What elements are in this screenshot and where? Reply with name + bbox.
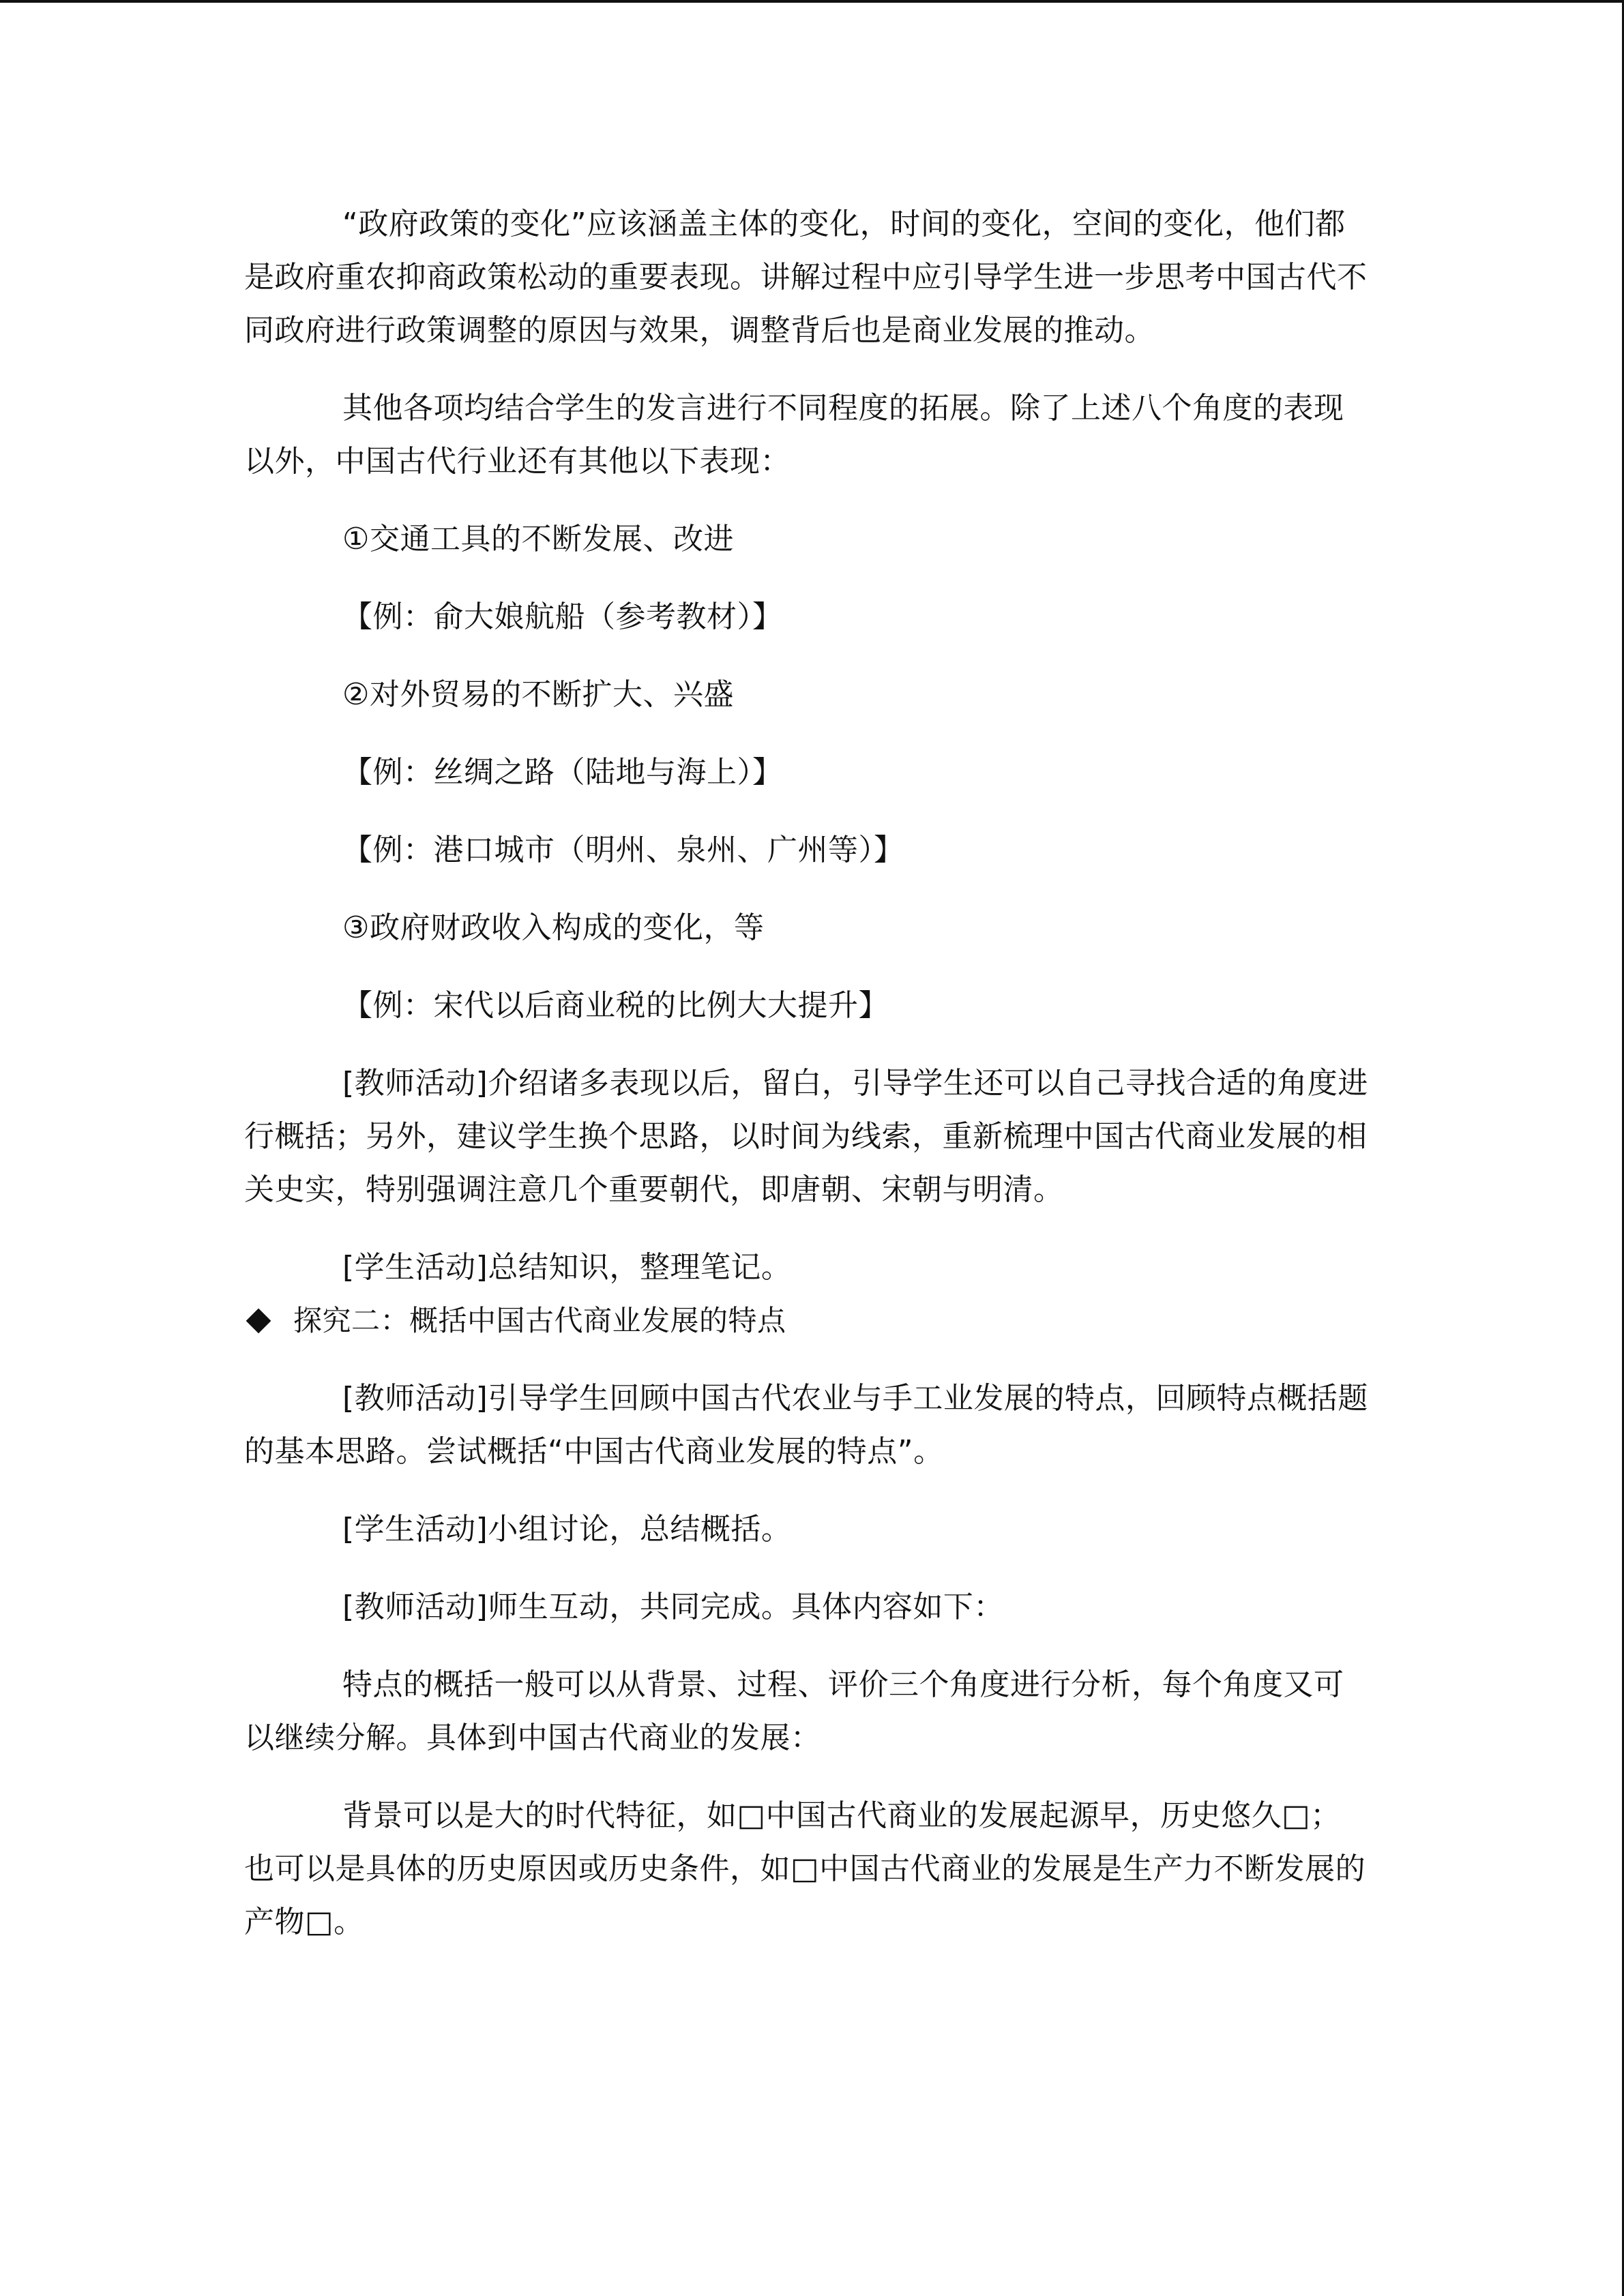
- page-top-border: [0, 0, 1624, 3]
- document-body: [244, 198, 1370, 1949]
- paragraph-teacher-activity-2: [教师活动]引导学生回顾中国古代农业与手工业发展的特点，回顾特点概括题的基本思路。尝试概括“中国古代商业发展的特点”。: [244, 1381, 1368, 1469]
- paragraph-policy-change: “政府政策的变化”应该涵盖主体的变化，时间的变化，空间的变化，他们都是政府重农抑商政策松动的重要表现。讲解过程中应引导学生进一步思考中国古代不同政府进行政策调整的原因与效果，调整背后也是商业发展的推动。: [244, 207, 1368, 348]
- section-heading-text: 探究二：概括中国古代商业发展的特点: [293, 1304, 786, 1337]
- list-item-example-ship: 【例：俞大娘航船（参考教材）】: [342, 599, 783, 634]
- paragraph-background: 背景可以是大的时代特征，如□中国古代商业的发展起源早，历史悠久□；也可以是具体的历史原因或历史条件，如□中国古代商业的发展是生产力不断发展的产物□。: [244, 1798, 1366, 1939]
- paragraph-student-activity-2: [学生活动]小组讨论，总结概括。: [342, 1512, 792, 1547]
- list-item-example-ports: 【例：港口城市（明州、泉州、广州等）】: [342, 833, 904, 867]
- list-item-example-tax: 【例：宋代以后商业税的比例大大提升】: [342, 988, 889, 1023]
- diamond-bullet-icon: [246, 1309, 271, 1334]
- paragraph-teacher-activity-1: [教师活动]介绍诸多表现以后，留白，引导学生还可以自己寻找合适的角度进行概括；另外，建议学生换个思路，以时间为线索，重新梳理中国古代商业发展的相关史实，特别强调注意几个重要朝代，即唐朝、宋朝与明清。: [244, 1066, 1368, 1207]
- paragraph-other-expressions: 其他各项均结合学生的发言进行不同程度的拓展。除了上述八个角度的表现以外，中国古代行业还有其他以下表现：: [244, 391, 1344, 479]
- paragraph-student-activity-1: [学生活动]总结知识，整理笔记。: [342, 1250, 792, 1285]
- list-item-foreign-trade: ②对外贸易的不断扩大、兴盛: [342, 677, 734, 712]
- section-heading: [244, 1294, 1370, 1347]
- list-item-fiscal-income: ③政府财政收入构成的变化，等: [342, 910, 765, 945]
- list-item-transport: ①交通工具的不断发展、改进: [342, 522, 734, 556]
- list-item-example-silk-road: 【例：丝绸之路（陆地与海上）】: [342, 755, 783, 790]
- paragraph-teacher-activity-3: [教师活动]师生互动，共同完成。具体内容如下：: [342, 1590, 1004, 1624]
- paragraph-feature-analysis: 特点的概括一般可以从背景、过程、评价三个角度进行分析，每个角度又可以继续分解。具体到中国古代商业的发展：: [244, 1667, 1344, 1755]
